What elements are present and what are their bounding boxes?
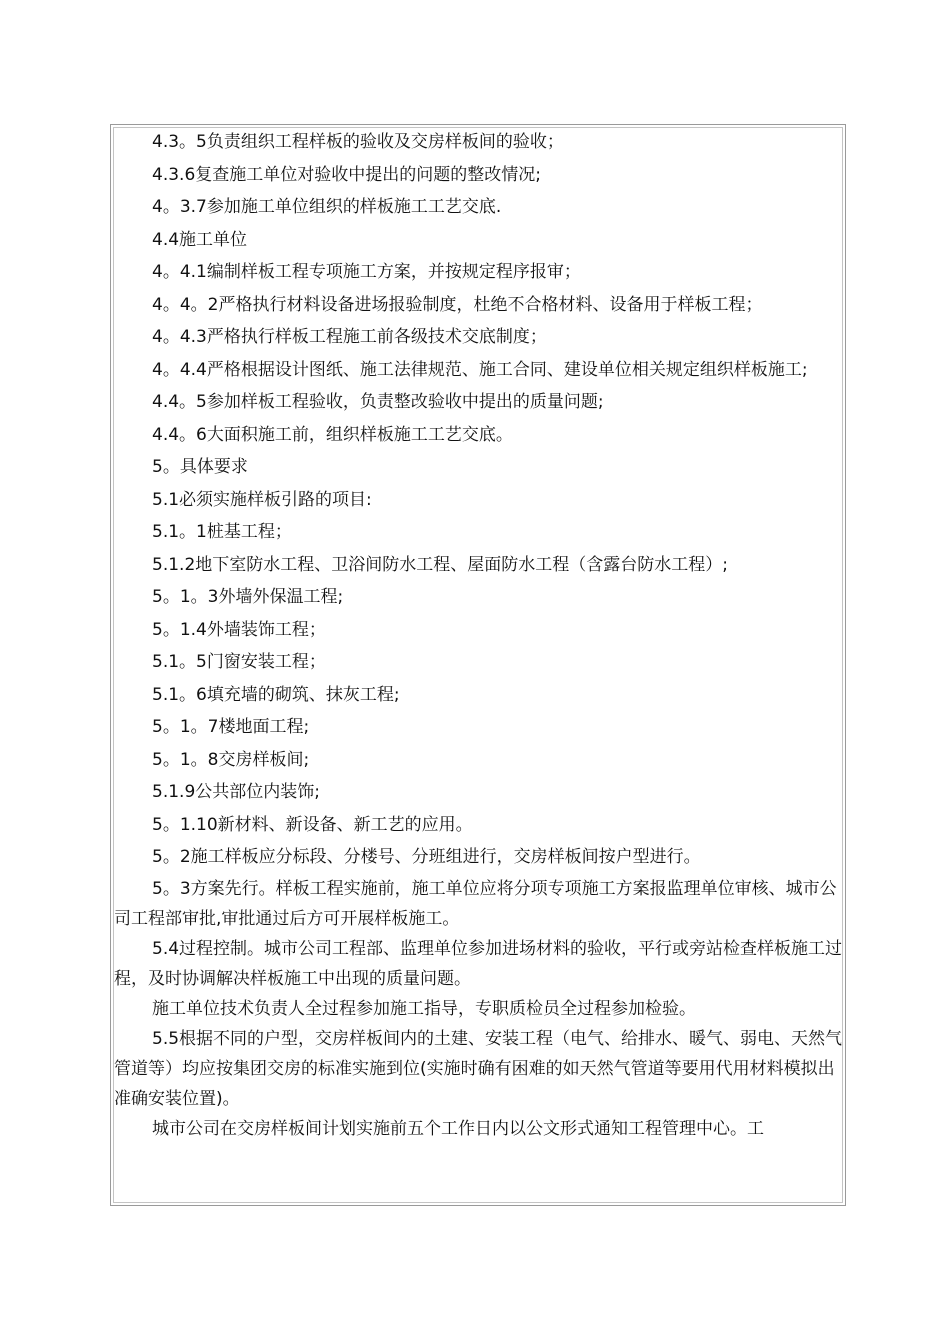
paragraph-4-3-6: 4.3.6复查施工单位对验收中提出的问题的整改情况; <box>152 164 541 185</box>
paragraph-5-5: 5.5根据不同的户型，交房样板间内的土建、安装工程（电气、给排水、暖气、弱电、天然气管道等）均应按集团交房的标准实施到位(实施时确有困难的如天然气管道等要用代用材料模拟出准确安装位置)。 <box>114 1028 843 1109</box>
section-heading-5: 5。具体要求 <box>152 457 248 477</box>
paragraph-5-1-8: 5。1。8交房样板间; <box>152 749 310 770</box>
paragraph-construction-supervision: 施工单位技术负责人全过程参加施工指导，专职质检员全过程参加检验。 <box>152 998 696 1019</box>
paragraph-4-4-3: 4。4.3严格执行样板工程施工前各级技术交底制度； <box>152 327 547 347</box>
paragraph-5-3: 5。3方案先行。样板工程实施前，施工单位应将分项专项施工方案报监理单位审核、城市公司工程部审批,审批通过后方可开展样板施工。 <box>114 878 837 929</box>
paragraph-4-4-4: 4。4.4严格根据设计图纸、施工法律规范、施工合同、建设单位相关规定组织样板施工; <box>152 359 808 380</box>
document-body <box>114 126 844 1204</box>
paragraph-5-1-2: 5.1.2地下室防水工程、卫浴间防水工程、屋面防水工程（含露台防水工程）; <box>152 554 728 575</box>
paragraph-city-company-notice: 城市公司在交房样板间计划实施前五个工作日内以公文形式通知工程管理中心。工 <box>152 1118 764 1139</box>
paragraph-4-3-5: 4.3。5负责组织工程样板的验收及交房样板间的验收； <box>152 132 564 152</box>
paragraph-5-1: 5.1必须实施样板引路的项目: <box>152 489 372 510</box>
paragraph-4-3-7: 4。3.7参加施工单位组织的样板施工工艺交底. <box>152 197 502 217</box>
paragraph-5-1-1: 5.1。1桩基工程； <box>152 522 292 542</box>
paragraph-4-4-6: 4.4。6大面积施工前，组织样板施工工艺交底。 <box>152 424 513 445</box>
section-heading-4-4: 4.4施工单位 <box>152 229 248 250</box>
paragraph-4-4-5: 4.4。5参加样板工程验收，负责整改验收中提出的质量问题; <box>152 392 604 412</box>
paragraph-5-1-6: 5.1。6填充墙的砌筑、抹灰工程; <box>152 684 400 705</box>
paragraph-4-4-1: 4。4.1编制样板工程专项施工方案，并按规定程序报审； <box>152 262 581 282</box>
paragraph-4-4-2: 4。4。2严格执行材料设备进场报验制度，杜绝不合格材料、设备用于样板工程； <box>152 294 763 315</box>
paragraph-5-4: 5.4过程控制。城市公司工程部、监理单位参加进场材料的验收，平行或旁站检查样板施工过程，及时协调解决样板施工中出现的质量问题。 <box>114 938 843 989</box>
paragraph-5-1-5: 5.1。5门窗安装工程； <box>152 652 326 672</box>
paragraph-5-1-7: 5。1。7楼地面工程; <box>152 717 310 737</box>
paragraph-5-2: 5。2施工样板应分标段、分楼号、分班组进行，交房样板间按户型进行。 <box>152 847 701 867</box>
paragraph-5-1-10: 5。1.10新材料、新设备、新工艺的应用。 <box>152 814 473 835</box>
paragraph-5-1-3: 5。1。3外墙外保温工程; <box>152 587 344 607</box>
paragraph-5-1-4: 5。1.4外墙装饰工程； <box>152 619 326 640</box>
paragraph-5-1-9: 5.1.9公共部位内装饰; <box>152 782 320 802</box>
